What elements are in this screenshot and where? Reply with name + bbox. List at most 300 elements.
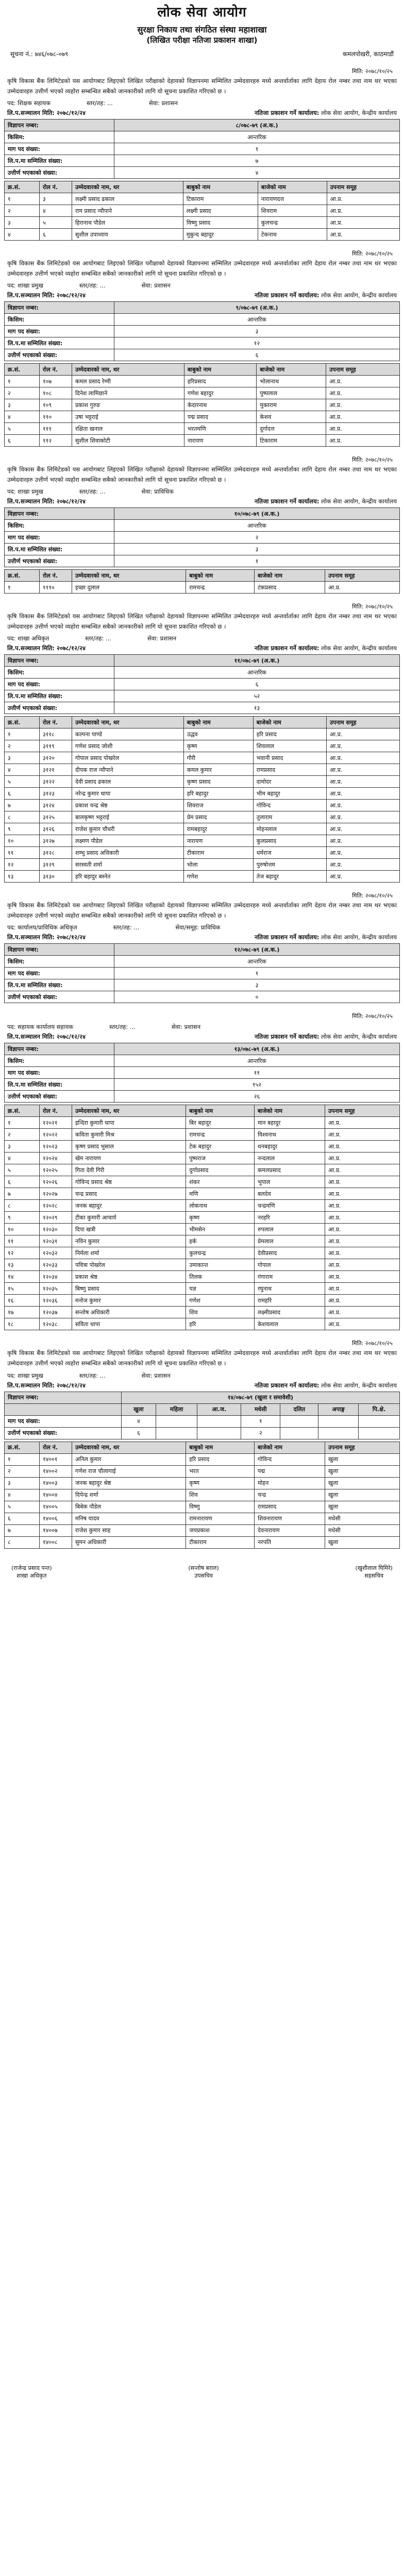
summary-value: ६	[114, 349, 400, 361]
signature-footer	[11, 1564, 393, 1580]
table-row	[5, 1307, 400, 1318]
table-cell: गिता देवी गिरी	[72, 1164, 186, 1176]
summary-value: ३	[114, 544, 400, 555]
signatory-role: सहसचिव	[364, 1572, 384, 1579]
table-cell: मणि	[186, 1188, 255, 1200]
table-cell: प्रकाश श्रेष्ठ	[72, 1271, 186, 1283]
table-row	[5, 1117, 400, 1129]
table-cell: आ.प्र.	[325, 1176, 399, 1188]
table-cell: रक्षिता खनाल	[72, 423, 184, 435]
summary-label: उत्तीर्ण भएकाको संख्या:	[5, 167, 114, 179]
table-cell: गोविन्द प्रसाद श्रेष्ठ	[72, 1176, 186, 1188]
table-cell: १०	[5, 835, 40, 847]
table-cell: ३१२८	[40, 847, 72, 859]
table-cell: १०७	[40, 376, 72, 387]
table-cell: कृष्ण	[186, 1212, 255, 1224]
table-cell: लक्ष्मी प्रसाद ढकाल	[72, 193, 183, 205]
exam-date: लि.प.सञ्चालन मिति: २०७८/१२/२४	[7, 109, 86, 117]
summary-row	[5, 968, 400, 979]
table-cell: कमल प्रसाद रेग्मी	[72, 376, 184, 387]
publishing-office-label: नतिजा प्रकाशन गर्ने कार्यालय:	[254, 1033, 319, 1041]
signatory-name: (खुशीलाल घिमिरे)	[355, 1564, 393, 1571]
table-cell: १३	[5, 1259, 40, 1271]
ad-summary-table	[4, 301, 400, 361]
table-cell: रामनारायण	[186, 1513, 255, 1524]
table-cell: गोविन्द	[254, 1453, 325, 1465]
table-cell: पुष्पलाल	[257, 387, 326, 399]
publishing-office	[255, 934, 397, 941]
table-cell: १४००६	[40, 1513, 72, 1524]
table-cell: १	[5, 728, 40, 740]
vacancy-cell	[280, 1427, 318, 1439]
vacancy-cell	[156, 1427, 197, 1439]
signatory-name: (सन्तोष बराल)	[188, 1564, 219, 1571]
table-cell: आ.प्र.	[326, 423, 400, 435]
table-row	[5, 1477, 400, 1489]
table-cell: आ.प्र.	[327, 193, 400, 205]
table-cell: रामबहादुर	[183, 823, 253, 835]
summary-label: लि.प.मा सम्मिलित संख्या:	[5, 155, 114, 167]
table-cell: गणेश राज चौलागाई	[72, 1465, 186, 1477]
table-cell: १११	[40, 423, 72, 435]
table-cell: आ.प्र.	[326, 411, 400, 423]
notice-section	[4, 67, 400, 241]
notice-paragraph: कृषि विकास बैंक लिमिटेडको यस आयोगबाट लिइएको लिखित परीक्षाको देहायको विज्ञापनमा सम्मिलित उम्मेदवारहरु मध्ये अन्तर्वार्ताका लागि देहाय रोल नम्बर तथा नाम थर भएका उम्मेदवारहरु उत्तीर्ण भएको व्यहोरा सम्बन्धित सबैको जानकारीको लागि यो सूचना प्रकाशित गरिएको छ ।	[7, 1349, 397, 1367]
table-cell: आ.प्र.	[326, 859, 399, 871]
table-cell: आ.प्र.	[326, 764, 399, 776]
publishing-office-value: लोक सेवा आयोग, केन्द्रीय कार्यालय	[321, 498, 397, 505]
candidate-col-header: उपनाम समूह	[327, 181, 400, 193]
publishing-office-label: नतिजा प्रकाशन गर्ने कार्यालय:	[254, 934, 319, 941]
summary-row	[5, 679, 400, 690]
vacancy-col: दलित	[280, 1403, 318, 1415]
post-meta-item: सेवा/समूह: प्राविधिक	[175, 924, 221, 931]
summary-row	[5, 131, 400, 143]
table-cell: १२०२५	[40, 1164, 72, 1176]
table-cell: १२०३०	[40, 1224, 72, 1235]
table-cell: दिनेश लामिछाने	[72, 387, 184, 399]
summary-label: किसिम:	[5, 520, 114, 532]
table-row	[5, 871, 400, 883]
table-cell: प्रेमलाल	[254, 1235, 325, 1247]
table-cell: ३	[5, 1141, 40, 1153]
summary-row	[5, 991, 400, 1003]
summary-label: किसिम:	[5, 314, 114, 326]
ad-number-value: ११/०७८-७९ (अ.क.)	[114, 655, 400, 667]
candidate-col-header: उम्मेदवारको नाम, थर	[72, 717, 184, 728]
table-cell: गणेश	[183, 871, 253, 883]
table-cell: लोकनाथ	[186, 1200, 255, 1212]
ad-number-value: १४/०७८-७९ (खुला र समावेशी)	[121, 1392, 399, 1403]
table-cell: बिर बहादुर	[186, 1117, 255, 1129]
summary-value: ३	[114, 979, 400, 991]
table-cell: आ.प्र.	[326, 788, 399, 800]
candidate-col-header: रोल नं.	[40, 181, 72, 193]
post-meta	[7, 635, 397, 642]
table-cell: गौरी	[183, 752, 253, 764]
table-cell: पुष्पराज	[186, 1153, 255, 1164]
summary-label: किसिम:	[5, 1055, 114, 1067]
table-cell: मधेसी	[325, 1513, 399, 1524]
ad-summary-table	[4, 1043, 400, 1103]
post-meta-item: सेवा: प्रशासन	[148, 99, 178, 107]
vacancy-row	[5, 1427, 400, 1439]
table-row	[5, 193, 400, 205]
summary-value: १	[114, 143, 400, 155]
table-cell: हरि बहादुर	[183, 788, 253, 800]
table-cell: दुर्गादत्त	[257, 423, 326, 435]
table-cell: १८	[5, 1318, 40, 1330]
signatory-role: उपसचिव	[194, 1572, 213, 1579]
notice-date: मिति: २०७८/१०/२५	[352, 603, 393, 611]
table-row	[5, 1176, 400, 1188]
table-cell: भुपाल	[254, 1176, 325, 1188]
table-cell: आ.प्र.	[325, 1117, 399, 1129]
table-row	[5, 835, 400, 847]
table-cell: लक्ष्मण पौडेल	[72, 835, 184, 847]
table-cell: कुलचन्द्र	[186, 1247, 255, 1259]
exam-date: लि.प.सञ्चालन मिति: २०७८/१२/२४	[7, 645, 86, 652]
table-cell: ३११९	[40, 740, 72, 752]
candidate-col-header: रोल नं.	[40, 570, 72, 582]
table-cell: जनक बहादुर	[72, 1200, 186, 1212]
ad-number-value: ८/०७८-७९ (अ.क.)	[114, 120, 400, 131]
table-cell: १०८	[40, 387, 72, 399]
table-cell: आ.प्र.	[325, 1318, 399, 1330]
table-cell: विष्णु	[186, 1501, 255, 1513]
post-meta-item: स्तर/तह: ...	[79, 488, 106, 496]
publishing-office-label: नतिजा प्रकाशन गर्ने कार्यालय:	[254, 498, 319, 505]
table-cell: खुला	[325, 1489, 399, 1501]
table-cell: ३	[5, 752, 40, 764]
post-meta	[7, 488, 397, 496]
notice-paragraph: कृषि विकास बैंक लिमिटेडको यस आयोगबाट लिइएको लिखित परीक्षाको देहायको विज्ञापनमा सम्मिलित उम्मेदवारहरु मध्ये अन्तर्वार्ताका लागि देहाय रोल नम्बर तथा नाम थर भएका उम्मेदवारहरु उत्तीर्ण भएको व्यहोरा सम्बन्धित सबैको जानकारीको लागि यो सूचना प्रकाशित गरिएको छ ।	[7, 902, 397, 919]
notice-date: मिति: २०७८/१०/२५	[352, 250, 393, 258]
summary-label: माग पद संख्या:	[5, 143, 114, 155]
table-cell: १२०२६	[40, 1176, 72, 1188]
table-cell: ५	[5, 1501, 40, 1513]
table-cell: १६	[5, 1295, 40, 1307]
table-cell: १४००५	[40, 1501, 72, 1513]
table-cell: १२०२१	[40, 1117, 72, 1129]
table-cell: १४००३	[40, 1477, 72, 1489]
exam-date: लि.प.सञ्चालन मिति: २०७८/१२/२४	[7, 292, 86, 299]
candidate-col-header: क्र.सं.	[5, 181, 40, 193]
table-cell: शिव	[186, 1489, 255, 1501]
table-cell: १२०३४	[40, 1271, 72, 1283]
table-cell: १२०२९	[40, 1212, 72, 1224]
table-cell: १२०२८	[40, 1200, 72, 1212]
publication-row	[7, 1033, 397, 1041]
summary-label: उत्तीर्ण भएकाको संख्या:	[5, 1091, 114, 1103]
post-meta-item: पद: शाखा प्रमुख	[7, 1371, 43, 1379]
candidate-col-header: बाजेको नाम	[257, 364, 326, 376]
table-cell: देवनारायण	[254, 1524, 325, 1536]
vacancy-col: मधेसी	[241, 1403, 280, 1415]
summary-row	[5, 555, 400, 567]
table-cell: हरि	[186, 1318, 255, 1330]
summary-value: १२	[114, 337, 400, 349]
signatory-name: (राजेन्द्र प्रसाद पन्त)	[11, 1564, 52, 1571]
post-meta-item: पद: सहायक कार्यालय सहायक	[7, 1023, 74, 1031]
table-cell: ३११८	[40, 728, 72, 740]
candidate-col-header: क्र.सं.	[5, 364, 40, 376]
table-row	[5, 376, 400, 387]
summary-label: लि.प.मा सम्मिलित संख्या:	[5, 337, 114, 349]
summary-label: माग पद संख्या:	[5, 1067, 114, 1079]
table-cell: टेक बहादुर	[186, 1141, 255, 1153]
table-cell: १४००१	[40, 1453, 72, 1465]
ref-row	[4, 49, 400, 58]
table-cell: उद्धव	[183, 728, 253, 740]
table-cell: खुला	[325, 1501, 399, 1513]
table-cell: ६	[40, 229, 72, 241]
candidate-col-header: उपनाम समूह	[326, 717, 399, 728]
summary-row	[5, 956, 400, 968]
table-cell: ३	[5, 217, 40, 229]
table-row	[5, 217, 400, 229]
table-cell: १	[5, 193, 40, 205]
notice-ref: सूचना नं.: ७४६/०७८-०७९	[10, 50, 69, 58]
candidate-col-header: बाजेको नाम	[258, 181, 327, 193]
post-meta-item: सेवा: प्रशासन	[141, 282, 171, 290]
table-cell: राजेश कुमार चौधरी	[72, 823, 184, 835]
table-cell: रामचन्द्र	[186, 1129, 255, 1141]
notice-date: मिति: २०७८/१०/२५	[352, 68, 393, 75]
table-row	[5, 399, 400, 411]
table-row	[5, 740, 400, 752]
table-cell: ६	[5, 1513, 40, 1524]
table-row	[5, 1501, 400, 1513]
publication-row	[7, 292, 397, 299]
table-cell: ३	[5, 1477, 40, 1489]
table-cell: गणेश	[186, 1295, 255, 1307]
summary-value: आन्तरिक	[114, 956, 400, 968]
table-cell: आ.प्र.	[326, 847, 399, 859]
summary-row	[5, 702, 400, 714]
summary-value: २	[114, 532, 400, 544]
table-row	[5, 847, 400, 859]
table-cell: बिबेक पौडेल	[72, 1501, 186, 1513]
summary-value: ७	[114, 155, 400, 167]
signatory-left	[11, 1564, 52, 1580]
table-cell: प्रकाश गुरुङ	[72, 399, 184, 411]
candidate-col-header: क्र.सं.	[5, 717, 40, 728]
table-row	[5, 411, 400, 423]
table-cell: १	[5, 582, 40, 594]
summary-value: ४	[114, 167, 400, 179]
notice-paragraph: कृषि विकास बैंक लिमिटेडको यस आयोगबाट लिइएको लिखित परीक्षाको देहायको विज्ञापनमा सम्मिलित उम्मेदवारहरु मध्ये अन्तर्वार्ताका लागि देहाय रोल नम्बर तथा नाम थर भएका उम्मेदवारहरु उत्तीर्ण भएको व्यहोरा सम्बन्धित सबैको जानकारीको लागि यो सूचना प्रकाशित गरिएको छ ।	[7, 260, 397, 277]
table-row	[5, 1453, 400, 1465]
summary-value: १	[114, 968, 400, 979]
table-cell: खुला	[325, 1477, 399, 1489]
table-cell: ४	[5, 229, 40, 241]
table-cell: रामप्रसाद	[253, 764, 326, 776]
publication-row	[7, 645, 397, 652]
table-cell: १	[5, 1117, 40, 1129]
ad-number-label: विज्ञापन नम्बर:	[5, 944, 114, 956]
table-cell: हरिप्रसाद	[184, 376, 256, 387]
table-cell: शिवनारायण	[254, 1513, 325, 1524]
table-cell: आ.प्र.	[325, 1224, 399, 1235]
summary-row	[5, 1079, 400, 1091]
ad-number-label: विज्ञापन नम्बर:	[5, 120, 114, 131]
table-cell: जयप्रकाश	[186, 1524, 255, 1536]
summary-value: ५२	[114, 690, 400, 702]
ad-number-label: विज्ञापन नम्बर:	[5, 302, 114, 314]
table-row	[5, 1536, 400, 1548]
table-cell: ३१२४	[40, 800, 72, 811]
exam-date: लि.प.सञ्चालन मिति: २०७८/१२/२४	[7, 498, 86, 505]
summary-value: २६	[114, 1091, 400, 1103]
table-cell: २	[5, 387, 40, 399]
table-cell: कुलप्रसाद	[253, 835, 326, 847]
table-cell: टिकाराम	[257, 435, 326, 447]
table-cell: ५	[5, 1164, 40, 1176]
table-cell: १	[5, 1453, 40, 1465]
table-row	[5, 1224, 400, 1235]
table-cell: नरहरि	[254, 1212, 325, 1224]
table-cell: आ.प्र.	[327, 205, 400, 217]
table-row	[5, 1259, 400, 1271]
publication-row	[7, 498, 397, 505]
post-meta-item: पद: शाखा प्रमुख	[7, 282, 43, 290]
table-cell: ८	[5, 1536, 40, 1548]
summary-label: लि.प.मा सम्मिलित संख्या:	[5, 690, 114, 702]
table-cell: सुमन अधिकारी	[72, 1536, 186, 1548]
summary-value: ११	[114, 1067, 400, 1079]
candidate-col-header: बाबुको नाम	[183, 717, 253, 728]
table-cell: टीकाराम	[183, 847, 253, 859]
ad-number-value: १३/०७८-७९ (अ.क.)	[114, 1043, 400, 1055]
vacancy-cell: उत्तीर्ण भएकाको संख्या:	[5, 1427, 122, 1439]
table-cell: ३१२३	[40, 788, 72, 800]
table-cell: टीका कुमारी आचार्य	[72, 1212, 186, 1224]
vacancy-col: आ.ज.	[197, 1403, 241, 1415]
table-cell: देवीप्रसाद	[254, 1247, 325, 1259]
publishing-office-value: लोक सेवा आयोग, केन्द्रीय कार्यालय	[321, 1381, 397, 1389]
table-row	[5, 788, 400, 800]
ad-number-label: विज्ञापन नम्बर:	[5, 1392, 122, 1403]
table-cell: ८	[5, 1200, 40, 1212]
ad-number-label: विज्ञापन नम्बर:	[5, 508, 114, 520]
table-cell: आ.प्र.	[326, 435, 400, 447]
table-cell: ३१२७	[40, 835, 72, 847]
candidate-col-header: उम्मेदवारको नाम, थर	[72, 1105, 186, 1117]
table-cell: आ.प्र.	[325, 1283, 399, 1295]
notice-date: मिति: २०७८/१०/२५	[352, 456, 393, 464]
table-row	[5, 776, 400, 788]
table-cell: टंकप्रसाद	[254, 582, 325, 594]
table-cell: मनोज कुमार	[72, 1295, 186, 1307]
ad-summary-table	[4, 654, 400, 714]
table-cell: पवित्रा पोखरेल	[72, 1259, 186, 1271]
candidate-table	[4, 363, 400, 447]
publishing-office	[255, 109, 397, 117]
publishing-office	[255, 292, 397, 299]
table-cell: ७	[5, 1524, 40, 1536]
post-meta-item: पद: कार्यालय/प्राविधिक अधिकृत	[7, 924, 77, 931]
table-cell: राम प्रसाद न्यौपाने	[72, 205, 183, 217]
post-meta-item: स्तर/तह: ...	[79, 282, 106, 290]
summary-label: माग पद संख्या:	[5, 532, 114, 544]
table-cell: ३१२९	[40, 859, 72, 871]
candidate-col-header: उम्मेदवारको नाम, थर	[72, 181, 183, 193]
publishing-office-label: नतिजा प्रकाशन गर्ने कार्यालय:	[254, 1381, 319, 1389]
table-cell: आ.प्र.	[326, 387, 400, 399]
ad-summary-table	[4, 507, 400, 567]
table-cell: कल्पना पाण्डे	[72, 728, 184, 740]
vacancy-cell: १	[241, 1415, 280, 1427]
table-row	[5, 1200, 400, 1212]
summary-value: आन्तरिक	[114, 314, 400, 326]
candidate-col-header: बाजेको नाम	[254, 1105, 325, 1117]
summary-label: उत्तीर्ण भएकाको संख्या:	[5, 991, 114, 1003]
table-cell: गोपाल प्रसाद पोखरेल	[72, 752, 184, 764]
vacancy-col-header	[5, 1403, 400, 1415]
table-row	[5, 205, 400, 217]
table-cell: भीम बहादुर	[253, 788, 326, 800]
table-cell: टिकाराम	[183, 193, 258, 205]
table-cell: ४	[40, 205, 72, 217]
vacancy-cell	[197, 1427, 241, 1439]
notice-sections	[4, 67, 400, 1549]
summary-value: ३	[114, 326, 400, 337]
table-cell: कुलचन्द्र	[258, 217, 327, 229]
notice-section	[4, 250, 400, 447]
table-cell: शिवराम	[258, 205, 327, 217]
vacancy-cell: ६	[121, 1427, 156, 1439]
summary-value: ६	[114, 679, 400, 690]
candidate-col-header: रोल नं.	[40, 364, 72, 376]
summary-label: माग पद संख्या:	[5, 679, 114, 690]
table-cell: ३१२०	[40, 752, 72, 764]
summary-row	[5, 337, 400, 349]
table-row	[5, 800, 400, 811]
table-cell: खुला	[325, 1465, 399, 1477]
table-row	[5, 764, 400, 776]
post-meta	[7, 99, 397, 107]
publication-row	[7, 1382, 397, 1389]
table-cell: बिष्णु प्रसाद	[72, 1283, 186, 1295]
notice-section	[4, 1012, 400, 1330]
summary-value: ०	[114, 991, 400, 1003]
summary-label: लि.प.मा सम्मिलित संख्या:	[5, 1079, 114, 1091]
ad-number-row	[5, 944, 400, 956]
table-cell: १५	[5, 1283, 40, 1295]
table-cell: पुरुषोत्तम	[253, 859, 326, 871]
table-cell: अनिल कुमार	[72, 1453, 186, 1465]
summary-label: उत्तीर्ण भएकाको संख्या:	[5, 702, 114, 714]
post-meta	[7, 1372, 397, 1380]
exam-date: लि.प.सञ्चालन मिति: २०७८/१२/२४	[7, 1033, 86, 1041]
table-cell: ३	[5, 399, 40, 411]
table-cell: आ.प्र.	[327, 229, 400, 241]
summary-row	[5, 155, 400, 167]
candidate-col-header: उम्मेदवारको नाम, थर	[72, 1442, 186, 1453]
table-row	[5, 1318, 400, 1330]
summary-row	[5, 544, 400, 555]
vacancy-row	[5, 1415, 400, 1427]
table-row	[5, 728, 400, 740]
post-meta-item: सेवा: प्राविधिक	[141, 488, 174, 496]
table-cell: ११	[5, 1235, 40, 1247]
table-row	[5, 1271, 400, 1283]
candidate-col-header: रोल नं.	[40, 1105, 72, 1117]
table-row	[5, 1283, 400, 1295]
table-cell: ११२	[40, 435, 72, 447]
table-cell: १७	[5, 1307, 40, 1318]
